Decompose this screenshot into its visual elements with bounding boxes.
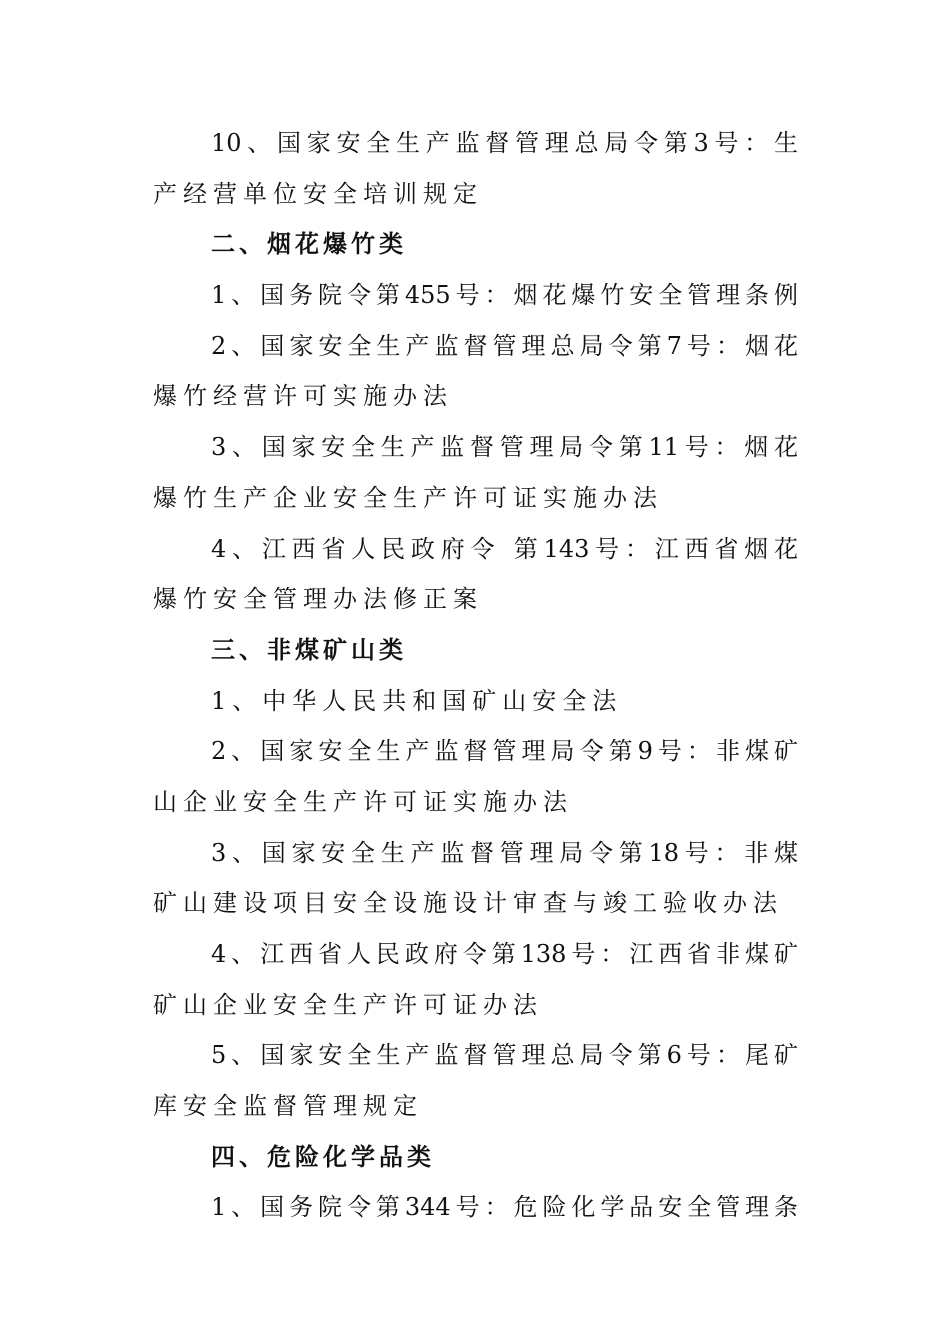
section-heading: 二、烟花爆竹类 — [211, 230, 407, 259]
list-item-line: 10、国家安全生产监督管理总局令第3号：生 — [211, 129, 798, 157]
list-item-continuation: 库安全监督管理规定 — [153, 1092, 423, 1121]
section-heading: 四、危险化学品类 — [211, 1142, 435, 1171]
list-item-line: 5、国家安全生产监督管理总局令第6号：尾矿 — [211, 1041, 798, 1070]
list-item-continuation: 矿山企业安全生产许可证办法 — [153, 990, 543, 1019]
document-page — [153, 118, 798, 1233]
list-item-line: 2、国家安全生产监督管理局令第9号：非煤矿 — [211, 737, 798, 766]
list-item-line: 3、国家安全生产监督管理局令第11号：烟花 — [211, 433, 798, 462]
list-item-line: 3、国家安全生产监督管理局令第18号：非煤 — [211, 838, 798, 867]
list-item-continuation: 爆竹经营许可实施办法 — [153, 382, 453, 411]
list-item-continuation: 爆竹安全管理办法修正案 — [153, 585, 483, 614]
section-heading: 三、非煤矿山类 — [211, 635, 407, 664]
list-item-line: 4、江西省人民政府令 第143号：江西省烟花 — [211, 534, 798, 563]
list-item-continuation: 山企业安全生产许可证实施办法 — [153, 787, 573, 816]
list-item-line: 4、江西省人民政府令第138号：江西省非煤矿 — [211, 940, 798, 968]
list-item-line: 1、国务院令第344号：危险化学品安全管理条 — [211, 1193, 798, 1222]
list-item-line: 1、国务院令第455号：烟花爆竹安全管理条例 — [211, 281, 798, 310]
list-item-line: 1、中华人民共和国矿山安全法 — [211, 686, 623, 715]
list-item-line: 2、国家安全生产监督管理总局令第7号：烟花 — [211, 331, 798, 360]
list-item-continuation: 产经营单位安全培训规定 — [153, 179, 483, 208]
list-item-continuation: 爆竹生产企业安全生产许可证实施办法 — [153, 483, 663, 512]
list-item-continuation: 矿山建设项目安全设施设计审查与竣工验收办法 — [153, 889, 783, 918]
